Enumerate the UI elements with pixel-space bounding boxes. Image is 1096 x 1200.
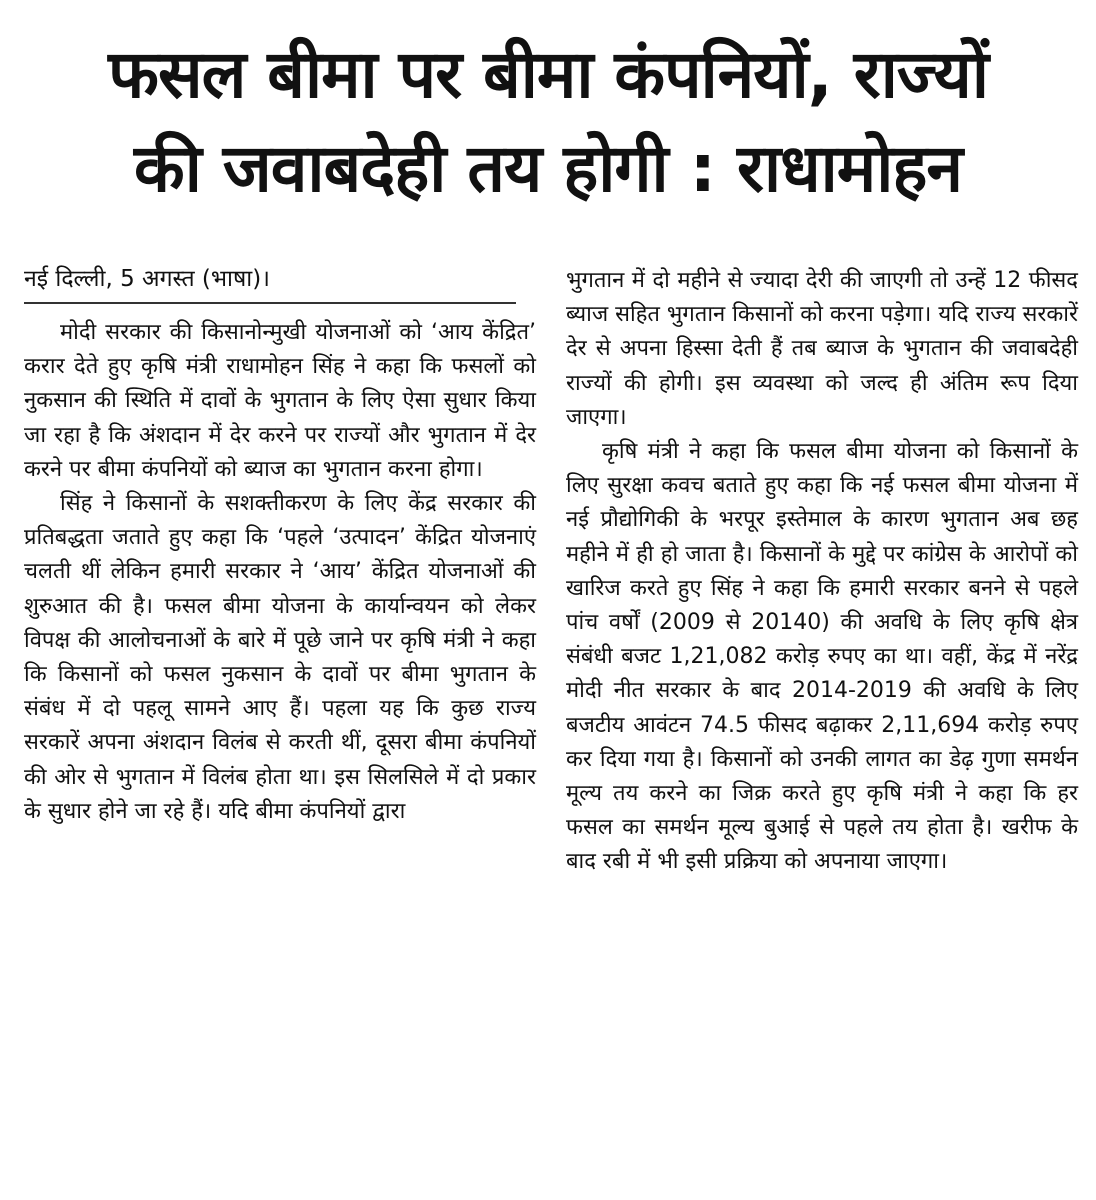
paragraph: कृषि मंत्री ने कहा कि फसल बीमा योजना को किसानों के लिए सुरक्षा कवच बताते हुए कहा कि नई फसल बीमा योजना में नई प्रौद्योगिकी के भरपूर इस्तेमाल के कारण भुगतान अब छह महीने में ही हो जाता है। किसानों के मुद्दे पर कांग्रेस के आरोपों को खारिज करते हुए सिंह ने कहा कि हमारी सरकार बनने से पहले पांच वर्षों (2009 से 20140) की अवधि के लिए कृषि क्षेत्र संबंधी बजट 1,21,082 करोड़ रुपए का था। वहीं, केंद्र में नरेंद्र मोदी नीत सरकार के बाद 2014-2019 की अवधि के लिए बजटीय आवंटन 74.5 फीसद बढ़ाकर 2,11,694 करोड़ रुपए कर दिया गया है। किसानों को उनकी लागत का डेढ़ गुणा समर्थन मूल्य तय करने का जिक्र करते हुए कृषि मंत्री ने कहा कि हर फसल का समर्थन मूल्य बुआई से पहले तय होता है। खरीफ के बाद रबी में भी इसी प्रक्रिया को अपनाया जाएगा।	[566, 439, 1078, 875]
paragraph: सिंह ने किसानों के सशक्तीकरण के लिए केंद्र सरकार की प्रतिबद्धता जताते हुए कहा कि ‘पहले ‘उत्पादन’ केंद्रित योजनाएं चलती थीं लेकिन हमारी सरकार ने ‘आय’ केंद्रित योजनाओं की शुरुआत की है। फसल बीमा योजना के कार्यान्वयन को लेकर विपक्ष की आलोचनाओं के बारे में पूछे जाने पर कृषि मंत्री ने कहा कि किसानों को फसल नुकसान के दावों पर बीमा भुगतान के संबंध में दो पहलू सामने आए हैं। पहला यह कि कुछ राज्य सरकारें अपना अंशदान विलंब से करती थीं, दूसरा बीमा कंपनियों की ओर से भुगतान में विलंब होता था। इस सिलसिले में दो प्रकार के सुधार होने जा रहे हैं। यदि बीमा कंपनियों द्वारा	[24, 491, 536, 824]
headline-line-2: की जवाबदेही तय होगी : राधामोहन	[134, 130, 962, 207]
paragraph: मोदी सरकार की किसानोन्मुखी योजनाओं को ‘आय केंद्रित’ करार देते हुए कृषि मंत्री राधामोहन सिंह ने कहा कि फसलों को नुकसान की स्थिति में दावों के भुगतान के लिए ऐसा सुधार किया जा रहा है कि अंशदान में देर करने पर राज्यों और भुगतान में देर करने पर बीमा कंपनियों को ब्याज का भुगतान करना होगा।	[24, 320, 536, 482]
article-column-right	[566, 264, 1078, 880]
article-column-left	[24, 262, 536, 829]
headline-line-1: फसल बीमा पर बीमा कंपनियों, राज्यों	[108, 36, 988, 113]
headline	[14, 28, 1082, 216]
dateline: नई दिल्ली, 5 अगस्त (भाषा)।	[24, 262, 516, 304]
paragraph-continued: भुगतान में दो महीने से ज्यादा देरी की जाएगी तो उन्हें 12 फीसद ब्याज सहित भुगतान किसानों को करना पड़ेगा। यदि राज्य सरकारें देर से अपना हिस्सा देती हैं तब ब्याज के भुगतान की जवाबदेही राज्यों की होगी। इस व्यवस्था को जल्द ही अंतिम रूप दिया जाएगा।	[566, 268, 1078, 430]
